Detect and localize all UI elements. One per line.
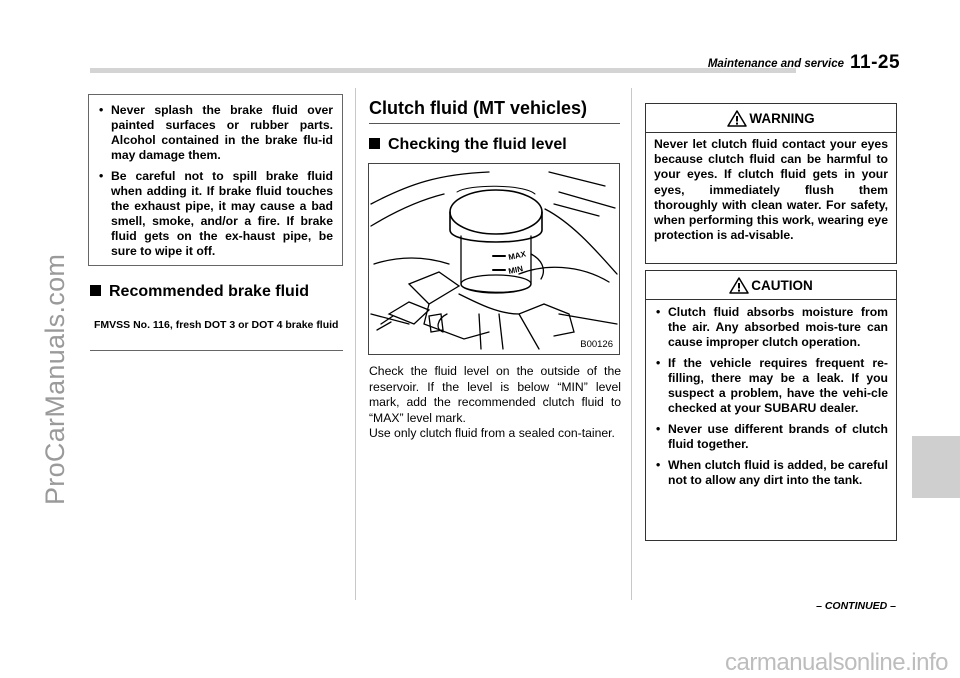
- warning-box: [645, 103, 897, 264]
- caution-item-text: When clutch fluid is added, be careful not to allow any dirt into the tank.: [668, 458, 888, 487]
- heading-text: Checking the fluid level: [388, 136, 567, 153]
- black-square-icon: [90, 285, 101, 296]
- thumb-index-tab: [912, 436, 960, 498]
- clutch-fluid-title: Clutch fluid (MT vehicles): [369, 98, 588, 118]
- bullet-icon: •: [99, 169, 104, 183]
- clutch-reservoir-figure: [368, 163, 620, 355]
- figure-label: B00126: [580, 339, 613, 350]
- caution-header: [646, 271, 896, 300]
- list-item: [646, 305, 888, 350]
- list-item: [646, 458, 888, 488]
- checking-fluid-level-heading: [369, 136, 567, 154]
- brake-fluid-notes-box: [88, 94, 343, 266]
- caution-box: [645, 270, 897, 541]
- list-item: [89, 103, 333, 163]
- caution-list: [646, 300, 896, 488]
- warning-triangle-icon: [729, 277, 749, 294]
- warning-heading: WARNING: [749, 110, 815, 126]
- heading-text: Recommended brake fluid: [109, 283, 310, 300]
- caution-item-text: Never use different brands of clutch fluid together.: [668, 422, 888, 451]
- brake-note-text: Be careful not to spill brake fluid when adding it. If brake fluid touches the exhaust pipe, it may cause a bad smell, smoke, and/or a fire. If brake fluid gets on the ex-haust pipe, be sure to wipe it off.: [111, 169, 333, 258]
- list-item: [646, 422, 888, 452]
- list-item: [89, 169, 333, 259]
- body-paragraph: Use only clutch fluid from a sealed con-tainer.: [369, 426, 615, 440]
- caution-item-text: Clutch fluid absorbs moisture from the air. Any absorbed mois-ture can cause improper clutch operation.: [668, 305, 888, 349]
- reservoir-illustration: [369, 164, 619, 354]
- continued-label: – CONTINUED –: [816, 600, 896, 612]
- recommended-brake-fluid-heading: [90, 283, 309, 301]
- brake-note-text: Never splash the brake fluid over painted surfaces or rubber parts. Alcohol contained in the brake flu-id may damage them.: [111, 103, 333, 162]
- recommended-brake-fluid-text: FMVSS No. 116, fresh DOT 3 or DOT 4 brake fluid: [94, 319, 339, 331]
- bottom-watermark: carmanualsonline.info: [725, 649, 948, 676]
- clutch-fluid-body: [369, 364, 621, 442]
- warning-header: [646, 104, 896, 133]
- side-watermark: ProCarManuals.com: [40, 253, 70, 505]
- column-divider: [355, 88, 356, 600]
- black-square-icon: [369, 138, 380, 149]
- page-number: 11-25: [850, 52, 901, 73]
- body-paragraph: Check the fluid level on the outside of the reservoir. If the level is below “MIN” level mark, add the recommended clutch fluid to “MAX” level mark.: [369, 364, 621, 425]
- bullet-icon: •: [656, 305, 661, 319]
- caution-item-text: If the vehicle requires frequent re-filling, there may be a leak. If you suspect a problem, have the vehi-cle checked at your SUBARU dealer.: [668, 356, 888, 415]
- title-rule: [369, 123, 620, 124]
- min-level-mark: MIN: [507, 264, 524, 276]
- brake-notes-list: [89, 95, 342, 259]
- warning-triangle-icon: [727, 110, 747, 127]
- bullet-icon: •: [656, 356, 661, 370]
- bullet-icon: •: [99, 103, 104, 117]
- section-rule: [90, 350, 343, 351]
- list-item: [646, 356, 888, 416]
- max-level-mark: MAX: [507, 249, 527, 262]
- column-divider: [631, 88, 632, 600]
- caution-heading: CAUTION: [751, 277, 813, 293]
- bullet-icon: •: [656, 422, 661, 436]
- bullet-icon: •: [656, 458, 661, 472]
- warning-text: Never let clutch fluid contact your eyes because clutch fluid can be harmful to your eyes. If clutch fluid gets in your eyes, immediately flush them thoroughly with clean water. For safety, when performing this work, wearing eye protection is ad-visable.: [654, 137, 888, 243]
- header-section-title: Maintenance and service: [707, 58, 844, 70]
